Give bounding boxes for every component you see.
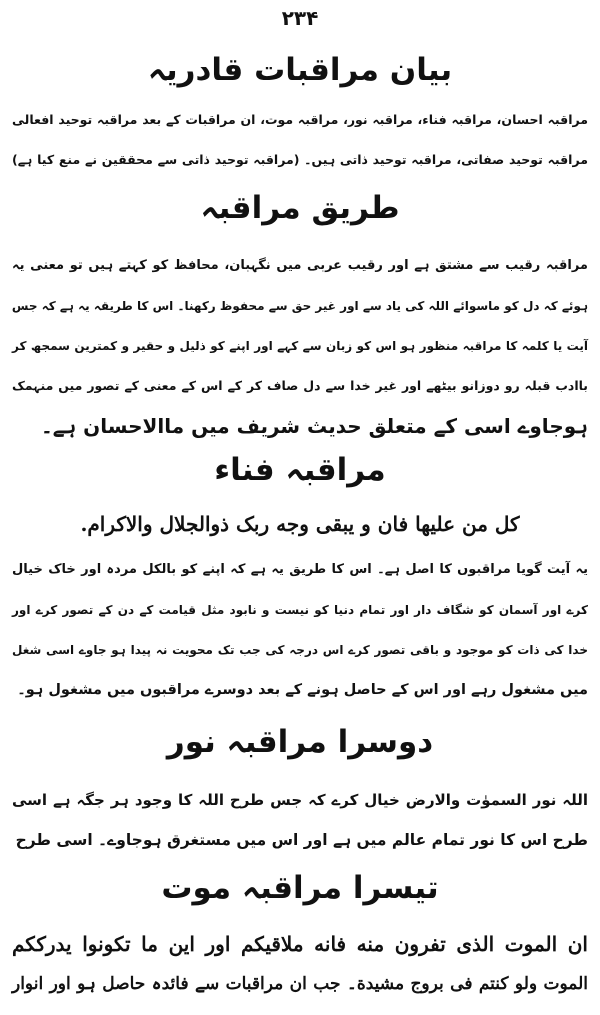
text-line: ہوجاوے اسی کے متعلق حدیث شریف میں ماالاحسان ہے۔ [41, 414, 588, 438]
text-line: ہوئے کہ دل کو ماسوائے اللہ کی یاد سے اور غیر حق سے محفوظ رکھنا۔ اس کا طریقہ یہ ہے کہ جس [11, 299, 588, 313]
text-line: الموت ولو کنتم فی بروج مشیدة۔ جب ان مراقبات سے فائدہ حاصل ہو اور انوار [12, 974, 588, 994]
text-line: یہ آیت گویا مراقبوں کا اصل ہے۔ اس کا طریق یہ ہے کہ اپنے کو بالکل مردہ اور خاک خیال [12, 562, 588, 577]
text-line: میں مشغول رہے اور اس کے حاصل ہونے کے بعد دوسرے مراقبوں میں مشغول ہو۔ [17, 682, 588, 698]
section-heading: تیسرا مراقبہ موت [161, 870, 439, 906]
section-heading: مراقبہ فناء [214, 452, 386, 488]
text-line: اللہ نور السموٰت والارض خیال کرے کہ جس طرح اللہ کا وجود ہر جگہ ہے اسی [12, 791, 588, 809]
section-heading: دوسرا مراقبہ نور [166, 724, 434, 760]
text-line: مراقبہ احسان، مراقبہ فناء، مراقبہ نور، مراقبہ موت، ان مراقبات کے بعد مراقبہ توحید افعالی [12, 112, 588, 127]
text-line: خدا کی ذات کو موجود و باقی تصور کرے اس درجہ کی جب تک محویت نہ پیدا ہو جاوے اسی شغل [12, 643, 588, 657]
text-line: ان الموت الذی تفرون منه فانه ملاقیکم اور این ما تکونوا یدرککم [12, 932, 588, 956]
text-line: مراقبہ توحید صفاتی، مراقبہ توحید ذاتی ہیں۔ (مراقبہ توحید ذاتی سے محققین نے منع کیا ہے) [12, 152, 588, 167]
page-number: ۲۳۴ [281, 6, 319, 30]
section-heading: طریق مراقبہ [200, 190, 400, 226]
text-line: مراقبہ رقیب سے مشتق ہے اور رقیب عربی میں نگہبان، محافظ کو کہتے ہیں تو معنی یہ [12, 258, 588, 273]
text-line: آیت یا کلمہ کا مراقبہ منظور ہو اس کو زبان سے کہے اور اپنے کو ذلیل و حقیر و کمترین سمجھ کر [12, 339, 588, 353]
quranic-verse: کل من علیها فان و یبقی وجه ربک ذوالجلال والاکرام. [80, 512, 520, 536]
text-line: باادب قبلہ رو دوزانو بیٹھے اور غیر خدا سے دل صاف کر کے اس کے معنی کے تصور میں منہمک [12, 378, 588, 393]
text-line: طرح اس کا نور تمام عالم میں ہے اور اس میں مستغرق ہوجاوے۔ اسی طرح [15, 831, 588, 849]
section-heading: بیان مراقبات قادریہ [147, 52, 453, 88]
text-line: کرے اور آسمان کو شگاف دار اور تمام دنیا کو نیست و نابود مثل قیامت کے دن کے تصور کرے اور [12, 603, 588, 617]
